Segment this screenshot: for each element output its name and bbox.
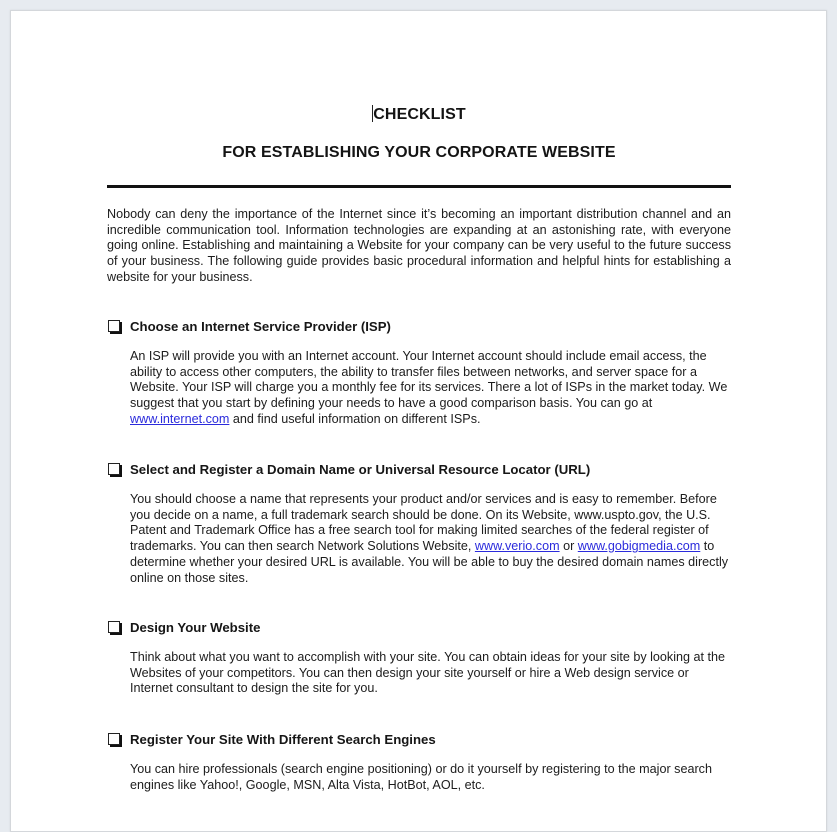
document-page (10, 10, 827, 832)
body-text: or (559, 539, 578, 554)
checklist-item-title: Design Your Website (130, 620, 261, 635)
checklist-item-heading (107, 318, 731, 336)
link-internet-com[interactable]: www.internet.com (130, 411, 230, 426)
checklist-item-body (130, 349, 732, 428)
document-title[interactable] (107, 105, 731, 125)
checklist-item-title: Select and Register a Domain Name or Universal Resource Locator (URL) (130, 462, 591, 477)
checkbox-empty-icon[interactable] (108, 463, 120, 475)
intro-paragraph: Nobody can deny the importance of the Internet since it’s becoming an important distribution channel and an incredible communication tool. Information technologies are expanding at an astonishing rate, with everyone going online. Establishing and maintaining a Website for your company can be very useful to the future success of your business. The following guide provides basic procedural information and helpful hints for establishing a website for your business. (107, 207, 731, 284)
checklist-item-body: You can hire professionals (search engine positioning) or do it yourself by registering to the major search engines like Yahoo!, Google, MSN, Alta Vista, HotBot, AOL, etc. (130, 762, 712, 792)
body-text: An ISP will provide you with an Internet account. Your Internet account should include email access, the ability to access other computers, the ability to transfer files between networks, and server space for a Website. Your ISP will charge you a monthly fee for its services. There a lot of ISPs in the market today. We suggest that you start by defining your needs to have a good comparison basis. You can go at (130, 349, 728, 411)
checklist-item-body: Think about what you want to accomplish with your site. You can obtain ideas for your site by looking at the Websites of your competitors. You can then design your site yourself or hire a Web design service or Internet consultant to design the site for you. (130, 650, 726, 696)
checklist-item-heading (107, 461, 731, 479)
checkbox-empty-icon[interactable] (108, 733, 120, 745)
checklist-item-title: Register Your Site With Different Search Engines (130, 732, 436, 747)
link-gobigmedia-com[interactable]: www.gobigmedia.com (577, 539, 701, 554)
body-text: and find useful information on different ISPs. (229, 411, 481, 426)
checklist-item-domain (107, 461, 731, 586)
checklist-item-heading (107, 619, 731, 637)
link-verio-com[interactable]: www.verio.com (474, 539, 560, 554)
horizontal-rule (107, 185, 731, 188)
checklist-item-heading (107, 731, 731, 749)
body-text: to determine whether your desired URL is available. You will be able to buy the desired domain names directly online on those sites. (130, 539, 729, 585)
document-subtitle: FOR ESTABLISHING YOUR CORPORATE WEBSITE (222, 144, 616, 161)
checklist-item-search-engines (107, 731, 731, 793)
checkbox-empty-icon[interactable] (108, 320, 120, 332)
checkbox-empty-icon[interactable] (108, 621, 120, 633)
checklist-item-isp (107, 318, 731, 428)
body-text: You should choose a name that represents your product and/or services and is easy to remember. Before you decide on a name, a full trademark search should be done. On its Website, www.uspto.gov, the U.S. Patent and Trademark Office has a free search tool for making limited searches of the federal register of trademarks. You can then search Network Solutions Website, (130, 492, 717, 554)
checklist-item-body (130, 492, 732, 586)
checklist-item-title: Choose an Internet Service Provider (ISP) (130, 319, 391, 334)
document-title-text: CHECKLIST (373, 106, 466, 123)
checklist-item-design (107, 619, 731, 697)
